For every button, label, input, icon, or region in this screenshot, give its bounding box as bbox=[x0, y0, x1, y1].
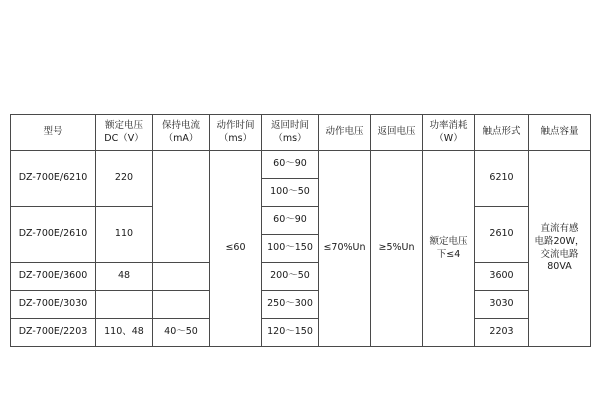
column-header-rated-voltage-line1: 额定电压 bbox=[104, 119, 143, 131]
cell-contact-form: 2610 bbox=[475, 207, 529, 263]
cell-return-voltage: ≥5%Un bbox=[371, 151, 423, 347]
column-header-action-voltage bbox=[319, 115, 371, 151]
cell-contact-capacity-line3: 交流电路 bbox=[540, 248, 579, 260]
table-row bbox=[11, 151, 591, 179]
column-header-model bbox=[11, 115, 96, 151]
cell-holding-current bbox=[153, 151, 210, 263]
column-header-return-voltage bbox=[371, 115, 423, 151]
cell-model: DZ-700E/6210 bbox=[11, 151, 96, 207]
table-row bbox=[11, 319, 591, 347]
cell-return-time: 100～50 bbox=[262, 179, 319, 207]
cell-action-time: ≤60 bbox=[210, 151, 262, 347]
cell-rated-voltage: 48 bbox=[96, 263, 153, 291]
cell-contact-form: 3030 bbox=[475, 291, 529, 319]
cell-contact-form: 6210 bbox=[475, 151, 529, 207]
table-row bbox=[11, 207, 591, 235]
column-header-contact-capacity bbox=[529, 115, 591, 151]
cell-return-time: 60～90 bbox=[262, 207, 319, 235]
cell-contact-capacity bbox=[529, 151, 591, 347]
column-header-power-consumption bbox=[423, 115, 475, 151]
column-header-holding-current-line1: 保持电流 bbox=[161, 119, 200, 131]
cell-power-consumption-line2: 下≤4 bbox=[436, 248, 461, 260]
cell-action-voltage: ≤70%Un bbox=[319, 151, 371, 347]
table-header-row bbox=[11, 115, 591, 151]
cell-model: DZ-700E/2203 bbox=[11, 319, 96, 347]
column-header-return-time-line1: 返回时间 bbox=[270, 119, 309, 131]
cell-return-time: 100～150 bbox=[262, 235, 319, 263]
cell-model: DZ-700E/2610 bbox=[11, 207, 96, 263]
column-header-rated-voltage bbox=[96, 115, 153, 151]
column-header-return-time bbox=[262, 115, 319, 151]
table-row bbox=[11, 263, 591, 291]
cell-rated-voltage: 110 bbox=[96, 207, 153, 263]
cell-power-consumption bbox=[423, 151, 475, 347]
cell-contact-capacity-line1: 直流有感 bbox=[540, 222, 579, 234]
cell-contact-form: 2203 bbox=[475, 319, 529, 347]
column-header-holding-current bbox=[153, 115, 210, 151]
column-header-power-consumption-line1: 功率消耗 bbox=[429, 119, 468, 131]
cell-rated-voltage: 220 bbox=[96, 151, 153, 207]
column-header-rated-voltage-line2: DC（V） bbox=[104, 132, 144, 144]
column-header-contact-form-label: 触点形式 bbox=[482, 126, 521, 138]
column-header-holding-current-line2: （mA） bbox=[163, 132, 199, 144]
cell-holding-current bbox=[153, 263, 210, 291]
column-header-action-time-line1: 动作时间 bbox=[216, 119, 255, 131]
cell-power-consumption-line1: 额定电压 bbox=[429, 235, 468, 247]
column-header-model-label: 型号 bbox=[43, 126, 63, 138]
cell-contact-capacity-line2: 电路20W， bbox=[534, 235, 585, 247]
column-header-action-voltage-label: 动作电压 bbox=[325, 126, 364, 138]
cell-contact-capacity-line4: 80VA bbox=[547, 261, 572, 273]
cell-return-time: 120～150 bbox=[262, 319, 319, 347]
cell-model: DZ-700E/3600 bbox=[11, 263, 96, 291]
column-header-power-consumption-line2: （W） bbox=[434, 132, 463, 144]
column-header-contact-form bbox=[475, 115, 529, 151]
specification-table bbox=[10, 114, 591, 347]
cell-return-time: 200～50 bbox=[262, 263, 319, 291]
cell-rated-voltage: 110、48 bbox=[96, 319, 153, 347]
cell-model: DZ-700E/3030 bbox=[11, 291, 96, 319]
column-header-return-voltage-label: 返回电压 bbox=[377, 126, 416, 138]
cell-return-time: 60～90 bbox=[262, 151, 319, 179]
column-header-action-time bbox=[210, 115, 262, 151]
cell-rated-voltage bbox=[96, 291, 153, 319]
cell-return-time: 250～300 bbox=[262, 291, 319, 319]
column-header-return-time-line2: （ms） bbox=[273, 132, 307, 144]
cell-holding-current bbox=[153, 291, 210, 319]
cell-contact-form: 3600 bbox=[475, 263, 529, 291]
table-row bbox=[11, 291, 591, 319]
column-header-contact-capacity-label: 触点容量 bbox=[540, 126, 579, 138]
cell-holding-current: 40～50 bbox=[153, 319, 210, 347]
column-header-action-time-line2: （ms） bbox=[218, 132, 253, 144]
